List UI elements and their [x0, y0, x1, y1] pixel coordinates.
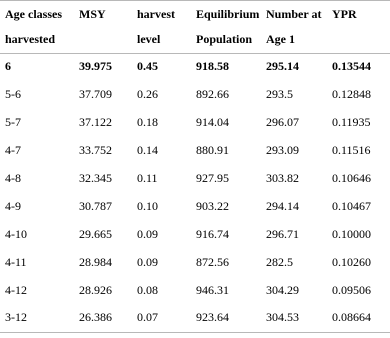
- cell-harvest-level: 0.18: [137, 115, 158, 130]
- table-row: [0, 165, 390, 193]
- cell-harvest-level: 0.09: [137, 226, 158, 241]
- cell-equilibrium-population: 946.31: [196, 282, 229, 297]
- cell-harvest-level: 0.08: [137, 282, 158, 297]
- cell-age-classes: 4-12: [5, 282, 27, 297]
- cell-equilibrium-population: 914.04: [196, 115, 229, 130]
- cell-equilibrium-population: 916.74: [196, 226, 229, 241]
- header-msy: MSY: [79, 6, 106, 21]
- cell-equilibrium-population: 872.56: [196, 254, 229, 269]
- cell-ypr: 0.13544: [332, 59, 371, 74]
- table-body: [0, 53, 390, 332]
- header-population: Population: [196, 32, 253, 46]
- table-row: [0, 192, 390, 220]
- cell-ypr: 0.11516: [332, 143, 371, 158]
- cell-age-classes: 3-12: [5, 310, 27, 325]
- cell-equilibrium-population: 880.91: [196, 143, 229, 158]
- table-bottom-rule: [0, 332, 390, 333]
- cell-equilibrium-population: 923.64: [196, 310, 229, 325]
- cell-age-classes: 4-8: [5, 171, 21, 185]
- cell-ypr: 0.10000: [332, 226, 371, 241]
- header-row: [0, 0, 390, 26]
- header-level: level: [137, 32, 161, 46]
- cell-ypr: 0.09506: [332, 282, 371, 297]
- cell-harvest-level: 0.26: [137, 87, 158, 102]
- table-row: [0, 248, 390, 276]
- header-msy-cont: [79, 26, 137, 53]
- cell-number-at-age-1: 303.82: [266, 171, 299, 185]
- cell-harvest-level: 0.09: [137, 254, 158, 269]
- table-row: [0, 304, 390, 332]
- header-equilibrium: Equilibrium: [196, 6, 260, 21]
- header-ypr: YPR: [332, 6, 357, 21]
- cell-age-classes: 5-7: [5, 115, 21, 130]
- header-number-at: Number at: [266, 6, 322, 21]
- cell-age-classes: 4-7: [5, 143, 21, 158]
- cell-ypr: 0.10260: [332, 254, 371, 269]
- table-row: [0, 81, 390, 109]
- table-row: [0, 220, 390, 248]
- cell-harvest-level: 0.07: [137, 310, 158, 325]
- cell-msy: 26.386: [79, 310, 112, 325]
- table-row: [0, 109, 390, 137]
- cell-msy: 37.122: [79, 115, 112, 130]
- cell-age-classes: 4-10: [5, 226, 27, 241]
- cell-msy: 39.975: [79, 59, 112, 74]
- cell-number-at-age-1: 296.07: [266, 115, 299, 130]
- cell-age-classes: 5-6: [5, 87, 21, 102]
- cell-harvest-level: 0.45: [137, 59, 158, 74]
- cell-number-at-age-1: 295.14: [266, 59, 299, 74]
- header-age-1: Age 1: [266, 32, 295, 46]
- cell-ypr: 0.10646: [332, 171, 371, 185]
- cell-number-at-age-1: 294.14: [266, 198, 299, 213]
- cell-harvest-level: 0.11: [137, 171, 158, 185]
- cell-age-classes: 4-9: [5, 198, 21, 213]
- table-row: [0, 276, 390, 304]
- cell-ypr: 0.10467: [332, 198, 371, 213]
- cell-harvest-level: 0.10: [137, 198, 158, 213]
- cell-msy: 29.665: [79, 226, 112, 241]
- header-ypr-cont: [332, 26, 390, 53]
- header-age-classes: Age classes: [5, 6, 62, 21]
- table-header: [0, 0, 390, 53]
- cell-number-at-age-1: 293.5: [266, 87, 293, 102]
- cell-msy: 32.345: [79, 171, 112, 185]
- cell-equilibrium-population: 903.22: [196, 198, 229, 213]
- cell-msy: 28.984: [79, 254, 112, 269]
- cell-number-at-age-1: 296.71: [266, 226, 299, 241]
- cell-equilibrium-population: 927.95: [196, 171, 229, 185]
- cell-number-at-age-1: 304.53: [266, 310, 299, 325]
- cell-ypr: 0.12848: [332, 87, 371, 102]
- header-harvested: harvested: [5, 32, 55, 46]
- cell-equilibrium-population: 918.58: [196, 59, 229, 74]
- cell-msy: 37.709: [79, 87, 112, 102]
- cell-harvest-level: 0.14: [137, 143, 158, 158]
- cell-age-classes: 4-11: [5, 254, 27, 269]
- cell-ypr: 0.11935: [332, 115, 371, 130]
- cell-equilibrium-population: 892.66: [196, 87, 229, 102]
- cell-msy: 28.926: [79, 282, 112, 297]
- cell-number-at-age-1: 304.29: [266, 282, 299, 297]
- cell-msy: 33.752: [79, 143, 112, 158]
- table-row: [0, 53, 390, 81]
- cell-number-at-age-1: 293.09: [266, 143, 299, 158]
- header-row: [0, 26, 390, 53]
- cell-number-at-age-1: 282.5: [266, 254, 293, 269]
- cell-ypr: 0.08664: [332, 310, 371, 325]
- table-row: [0, 137, 390, 165]
- header-harvest: harvest: [137, 6, 175, 21]
- cell-age-classes: 6: [5, 59, 11, 74]
- cell-msy: 30.787: [79, 198, 112, 213]
